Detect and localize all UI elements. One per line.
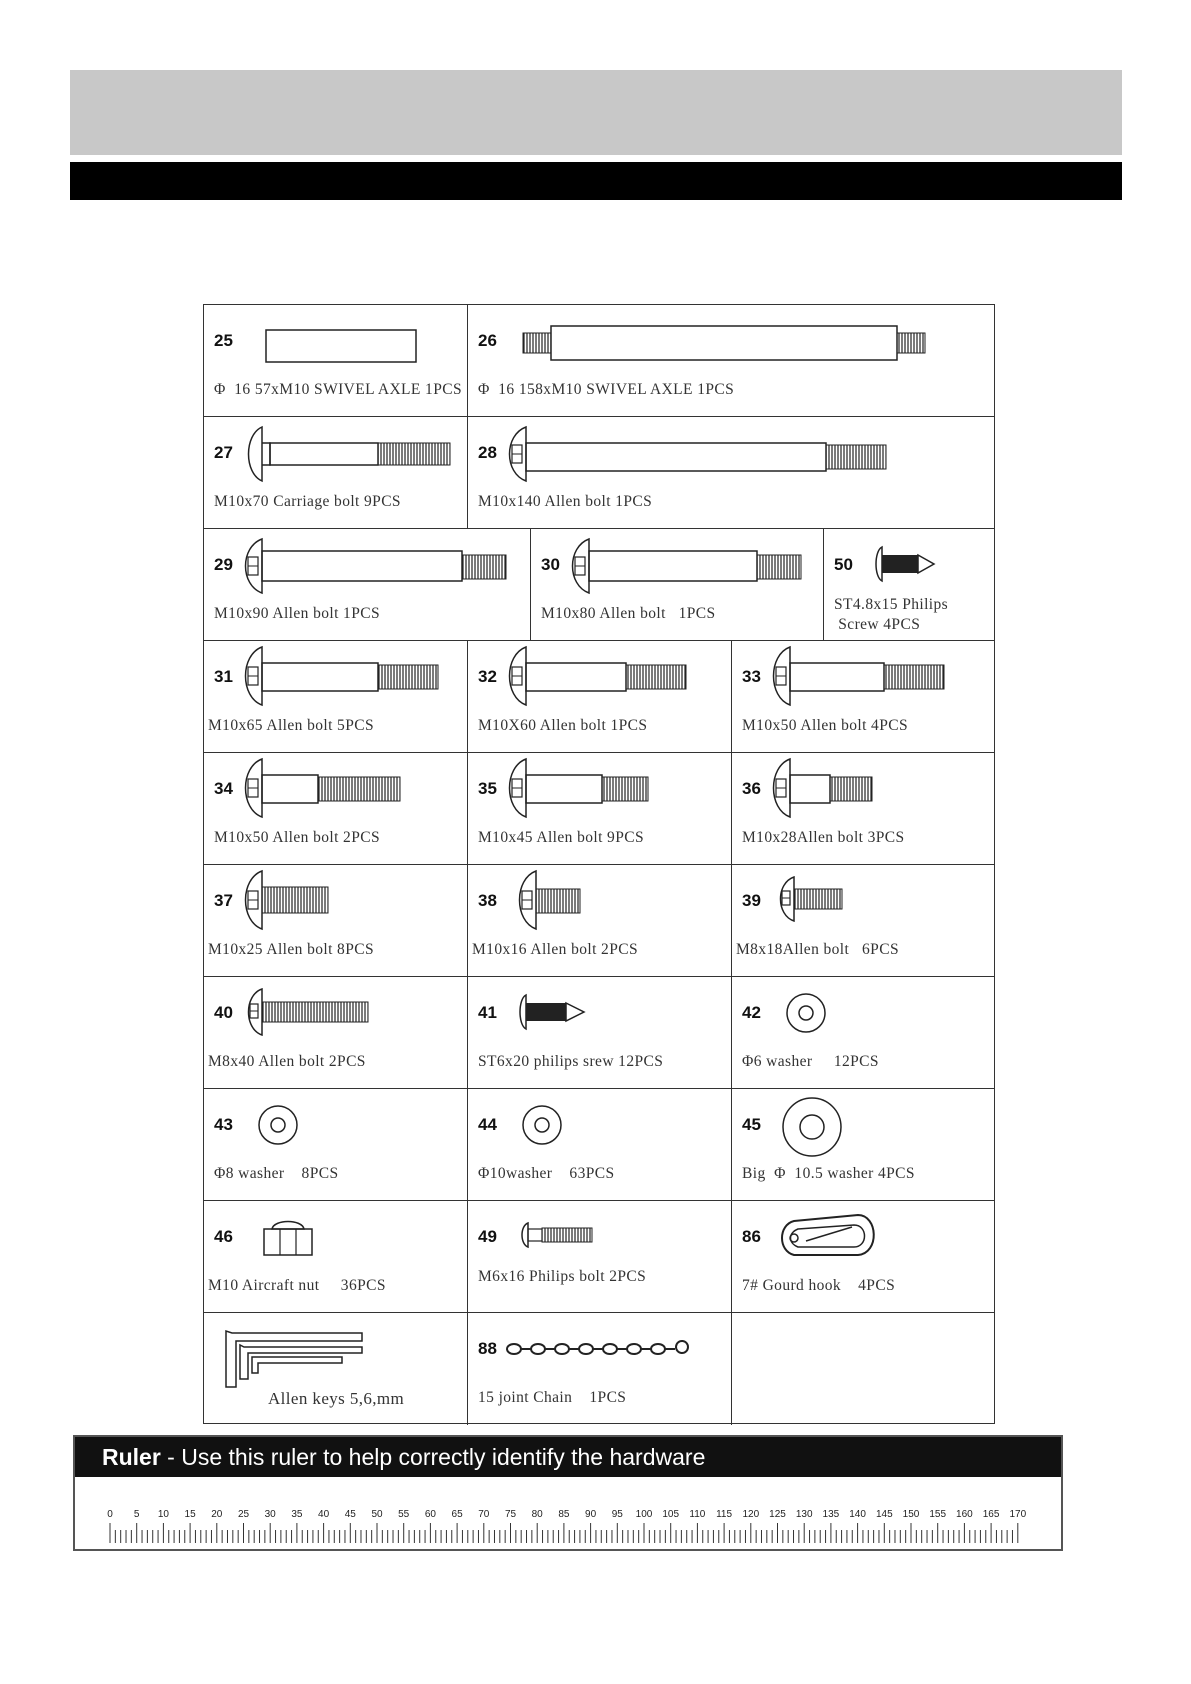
ruler-tick-label: 130 <box>795 1509 813 1520</box>
part-cell <box>468 417 996 528</box>
aircraft-nut-icon <box>262 1217 318 1259</box>
part-cell <box>468 1313 732 1425</box>
ruler-tick-label: 35 <box>291 1509 303 1520</box>
part-cell <box>204 305 468 416</box>
part-number: 40 <box>214 1003 233 1022</box>
header-band <box>70 70 1122 155</box>
part-number: 28 <box>478 443 497 462</box>
part-label-line1: ST4.8x15 Philips <box>834 596 949 613</box>
part-label: M10x90 Allen bolt 1PCS <box>214 605 380 622</box>
ruler-tick-label: 170 <box>1009 1509 1027 1520</box>
table-row <box>204 1089 994 1201</box>
ruler-tick-label: 10 <box>157 1509 169 1520</box>
part-cell <box>468 641 732 752</box>
part-cell <box>732 977 996 1088</box>
part-number: 39 <box>742 891 761 910</box>
philips-screw-icon <box>872 545 942 585</box>
part-label: Φ10washer 63PCS <box>478 1165 615 1182</box>
part-cell <box>468 865 732 976</box>
allen-bolt-icon <box>514 869 634 931</box>
part-label: Big Φ 10.5 washer 4PCS <box>742 1165 915 1182</box>
part-cell <box>204 1313 468 1425</box>
part-number: 34 <box>214 779 233 798</box>
ruler-tick-label: 40 <box>318 1509 330 1520</box>
part-label: 7# Gourd hook 4PCS <box>742 1277 896 1294</box>
gourd-hook-icon <box>776 1211 886 1263</box>
ruler-title: Ruler <box>102 1444 161 1470</box>
allen-bolt-icon <box>504 757 704 819</box>
washer-icon <box>520 1103 564 1147</box>
table-row <box>204 1313 994 1425</box>
washer-icon <box>256 1103 300 1147</box>
part-cell <box>468 1089 732 1200</box>
part-cell <box>204 1201 468 1312</box>
chain-icon <box>504 1337 704 1361</box>
part-number: 35 <box>478 779 497 798</box>
ruler-tick-label: 115 <box>716 1509 733 1520</box>
part-number: 37 <box>214 891 233 910</box>
table-row <box>204 865 994 977</box>
ruler-tick-label: 90 <box>585 1509 597 1520</box>
part-number: 88 <box>478 1339 497 1358</box>
ruler-tick-label: 15 <box>184 1509 196 1520</box>
part-label: M10x50 Allen bolt 4PCS <box>742 717 908 734</box>
part-cell <box>732 753 996 864</box>
part-number: 49 <box>478 1227 497 1246</box>
philips-bolt-icon <box>520 1221 630 1251</box>
table-row <box>204 417 994 529</box>
part-label: M10x80 Allen bolt 1PCS <box>541 605 716 622</box>
part-number: 30 <box>541 555 560 574</box>
ruler-tick-label: 160 <box>956 1509 973 1520</box>
swivel-axle-short-icon <box>264 327 424 367</box>
ruler-tick-label: 85 <box>558 1509 570 1520</box>
part-number: 33 <box>742 667 761 686</box>
allen-bolt-icon <box>768 645 993 707</box>
part-number: 27 <box>214 443 233 462</box>
ruler-tick-label: 110 <box>689 1509 706 1520</box>
part-cell <box>824 529 996 640</box>
part-cell <box>204 1089 468 1200</box>
allen-bolt-icon <box>504 425 904 483</box>
part-cell <box>204 753 468 864</box>
part-label: Φ 16 158xM10 SWIVEL AXLE 1PCS <box>478 381 735 398</box>
part-label: M10 Aircraft nut 36PCS <box>208 1277 386 1294</box>
part-cell <box>732 865 996 976</box>
ruler-tick-label: 95 <box>611 1509 623 1520</box>
table-row <box>204 529 994 641</box>
ruler-tick-label: 70 <box>478 1509 490 1520</box>
part-number: 42 <box>742 1003 761 1022</box>
part-cell <box>468 753 732 864</box>
carriage-bolt-icon <box>248 425 458 483</box>
part-label: M8x40 Allen bolt 2PCS <box>208 1053 366 1070</box>
part-number: 44 <box>478 1115 497 1134</box>
allen-bolt-icon <box>240 645 465 707</box>
part-label: M10x70 Carriage bolt 9PCS <box>214 493 401 510</box>
ruler-tick-label: 45 <box>344 1509 356 1520</box>
table-row <box>204 753 994 865</box>
ruler-subtitle: - Use this ruler to help correctly identify the hardware <box>160 1444 706 1470</box>
ruler-tick-label: 165 <box>982 1509 1000 1520</box>
part-label: M10x140 Allen bolt 1PCS <box>478 493 653 510</box>
section-title-bar <box>70 162 1122 200</box>
part-cell <box>732 641 996 752</box>
ruler-tick-label: 0 <box>107 1509 113 1520</box>
part-cell <box>732 1089 996 1200</box>
hardware-table <box>203 304 995 1424</box>
washer-icon <box>784 991 828 1035</box>
ruler-tick-label: 105 <box>662 1509 680 1520</box>
table-row <box>204 641 994 753</box>
part-number: 45 <box>742 1115 761 1134</box>
ruler-tick-label: 80 <box>531 1509 543 1520</box>
ruler-tick-label: 155 <box>929 1509 947 1520</box>
part-number: 43 <box>214 1115 233 1134</box>
empty-cell <box>732 1313 996 1425</box>
part-number: 36 <box>742 779 761 798</box>
part-label: M10x50 Allen bolt 2PCS <box>214 829 380 846</box>
ruler-tick-label: 75 <box>504 1509 517 1520</box>
ruler-tick-label: 5 <box>133 1509 140 1520</box>
allen-bolt-icon <box>240 869 390 931</box>
part-label: 15 joint Chain 1PCS <box>478 1389 627 1406</box>
allen-bolt-icon <box>240 757 440 819</box>
part-number: 38 <box>478 891 497 910</box>
part-cell <box>204 417 468 528</box>
table-row <box>204 1201 994 1313</box>
part-number: 86 <box>742 1227 761 1246</box>
part-number: 26 <box>478 331 497 350</box>
part-label: Φ8 washer 8PCS <box>214 1165 339 1182</box>
ruler-tick-label: 150 <box>902 1509 920 1520</box>
part-label: Allen keys 5,6,mm <box>268 1389 405 1408</box>
part-label: M6x16 Philips bolt 2PCS <box>478 1268 647 1285</box>
allen-bolt-icon <box>768 757 968 819</box>
ruler-heading <box>75 1437 1061 1477</box>
part-cell <box>204 529 531 640</box>
part-cell <box>468 977 732 1088</box>
part-label-line2: Screw 4PCS <box>834 616 921 633</box>
table-row <box>204 977 994 1089</box>
part-label: M10x45 Allen bolt 9PCS <box>478 829 644 846</box>
part-label: M10x65 Allen bolt 5PCS <box>208 717 374 734</box>
table-row <box>204 305 994 417</box>
ruler-tick-label: 145 <box>875 1509 893 1520</box>
part-cell <box>531 529 824 640</box>
ruler-tick-label: 50 <box>371 1509 383 1520</box>
part-number: 31 <box>214 667 233 686</box>
swivel-axle-long-icon <box>523 323 923 363</box>
big-washer-icon <box>780 1095 844 1159</box>
ruler-tick-label: 140 <box>849 1509 866 1520</box>
allen-bolt-icon <box>244 987 434 1037</box>
part-label: Φ 16 57xM10 SWIVEL AXLE 1PCS <box>214 381 462 398</box>
part-number: 32 <box>478 667 497 686</box>
part-number: 29 <box>214 555 233 574</box>
allen-bolt-icon <box>504 645 729 707</box>
ruler-tick-label: 100 <box>635 1509 653 1520</box>
part-label: M10x16 Allen bolt 2PCS <box>472 941 638 958</box>
ruler-tick-label: 135 <box>822 1509 840 1520</box>
allen-bolt-icon <box>240 537 530 595</box>
ruler-tick-label: 20 <box>211 1509 223 1520</box>
ruler-tick-label: 125 <box>769 1509 786 1520</box>
part-label: M10X60 Allen bolt 1PCS <box>478 717 648 734</box>
allen-bolt-icon <box>567 537 817 595</box>
part-number: 25 <box>214 331 233 350</box>
part-cell <box>204 641 468 752</box>
part-label: M8x18Allen bolt 6PCS <box>736 941 899 958</box>
ruler-tick-label: 65 <box>451 1509 463 1520</box>
part-label: M10x28Allen bolt 3PCS <box>742 829 905 846</box>
ruler-tick-label: 25 <box>237 1509 250 1520</box>
part-number: 41 <box>478 1003 497 1022</box>
allen-bolt-icon <box>776 875 886 925</box>
hardware-ruler <box>73 1435 1063 1551</box>
allen-keys-icon <box>222 1329 372 1393</box>
part-cell <box>732 1201 996 1312</box>
ruler-scale <box>75 1477 1061 1549</box>
ruler-tick-label: 30 <box>264 1509 276 1520</box>
ruler-tick-label: 55 <box>398 1509 410 1520</box>
part-number: 46 <box>214 1227 233 1246</box>
philips-screw-icon <box>516 993 596 1033</box>
part-label: M10x25 Allen bolt 8PCS <box>208 941 374 958</box>
part-cell <box>468 305 996 416</box>
ruler-tick-label: 120 <box>742 1509 760 1520</box>
part-label: ST6x20 philips srew 12PCS <box>478 1053 664 1070</box>
ruler-tick-label: 60 <box>424 1509 436 1520</box>
part-cell <box>204 865 468 976</box>
part-label <box>834 595 948 635</box>
part-cell <box>468 1201 732 1312</box>
part-cell <box>204 977 468 1088</box>
part-label: Φ6 washer 12PCS <box>742 1053 879 1070</box>
part-number: 50 <box>834 555 853 574</box>
